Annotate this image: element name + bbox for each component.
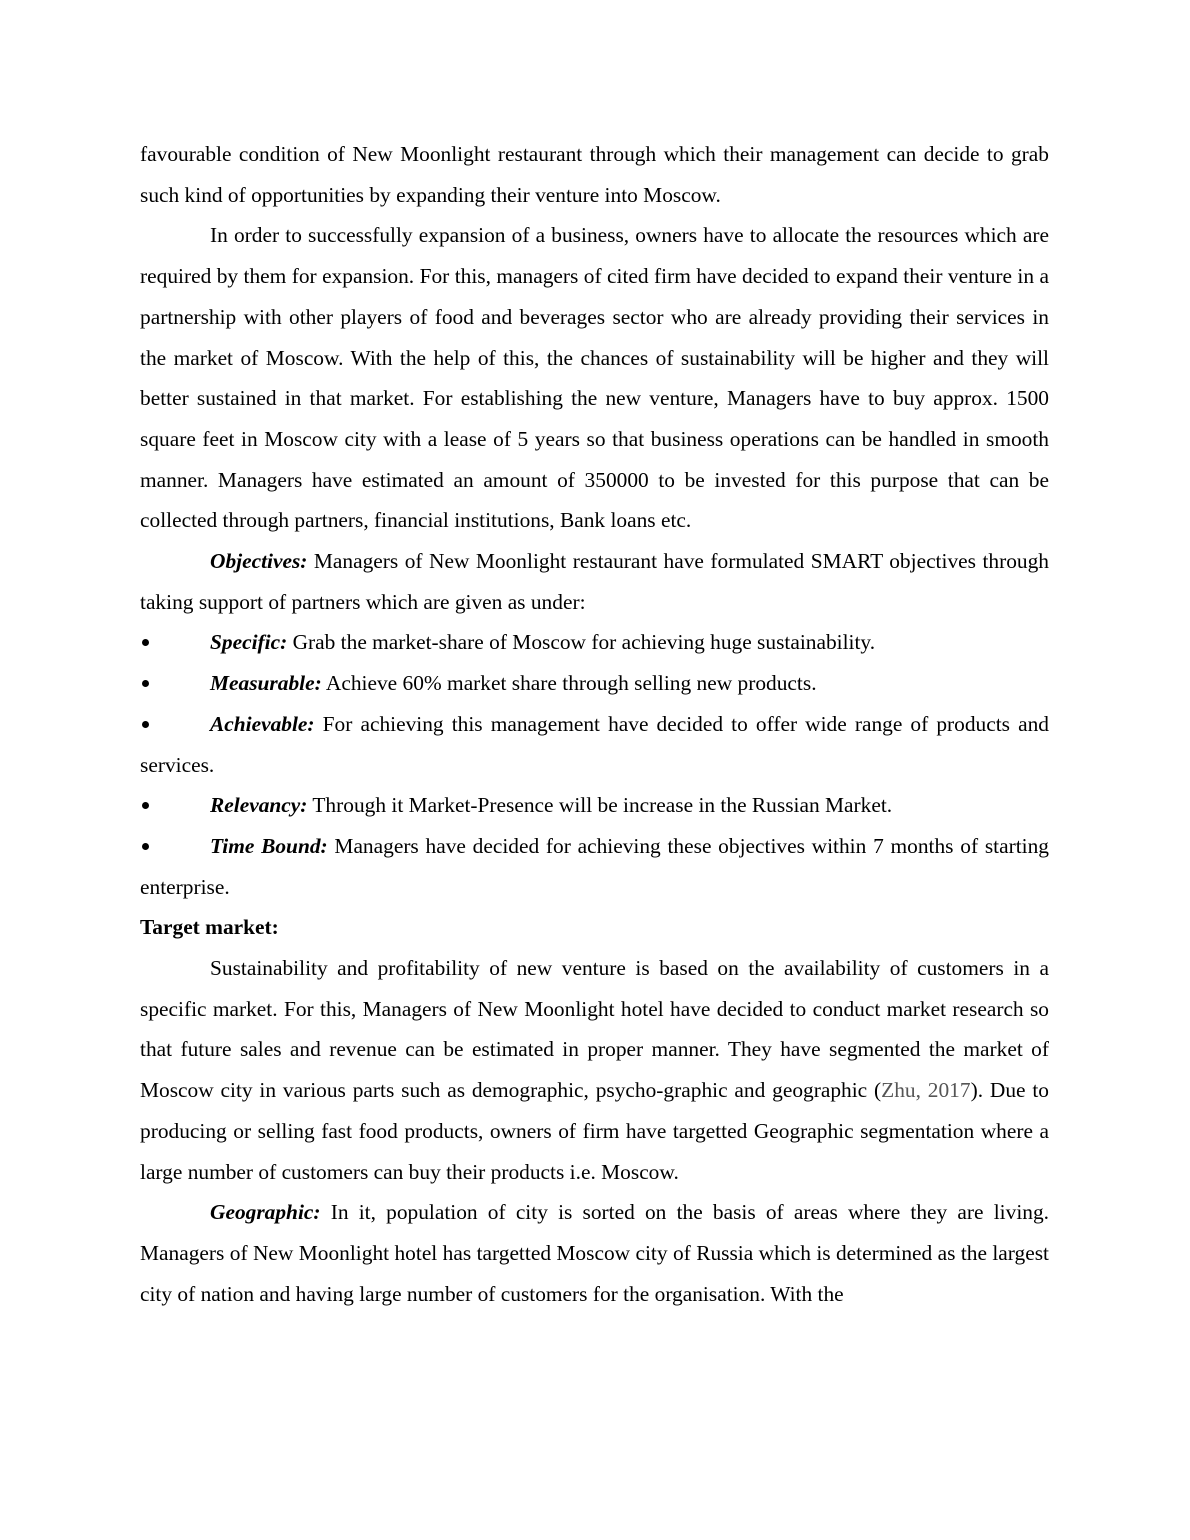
paragraph-intro: favourable condition of New Moonlight restaurant through which their management can decide to grab such kind of opportunities by expanding their venture into Moscow.	[140, 142, 1049, 207]
geographic-label: Geographic:	[210, 1200, 321, 1225]
paragraph-geographic	[140, 1192, 1049, 1314]
bullet-text: Managers have decided for achieving these objectives within 7 months of starting enterprise.	[140, 833, 1049, 899]
paragraph-expansion: In order to successfully expansion of a business, owners have to allocate the resources which are required by them for expansion. For this, managers of cited firm have decided to expand their venture in a partnership with other players of food and beverages sector who are already providing their services in the market of Moscow. With the help of this, the chances of sustainability will be higher and they will better sustained in that market. For establishing the new venture, Managers have to buy approx. 1500 square feet in Moscow city with a lease of 5 years so that business operations can be handled in smooth manner. Managers have estimated an amount of 350000 to be invested for this purpose that can be collected through partners, financial institutions, Bank loans etc.	[140, 223, 1049, 533]
bullet-icon	[140, 704, 154, 744]
bullet-icon	[140, 663, 154, 703]
bullet-icon	[140, 622, 154, 662]
bullet-item-achievable	[140, 704, 1049, 785]
bullet-label: Relevancy:	[210, 793, 308, 818]
bullet-item-specific	[140, 622, 1049, 663]
objectives-label: Objectives:	[210, 549, 308, 574]
paragraph-objectives	[140, 541, 1049, 622]
objectives-text: Managers of New Moonlight restaurant have formulated SMART objectives through taking support of partners which are given as under:	[140, 549, 1049, 614]
citation: Zhu, 2017	[881, 1078, 971, 1103]
bullet-label: Specific:	[210, 630, 288, 655]
paragraph-target-market	[140, 948, 1049, 1192]
document-page	[140, 134, 1049, 1314]
target-market-text-end: ). Due to producing or selling fast food products, owners of firm have targetted Geographic segmentation where a large number of customers can buy their products i.e. Moscow.	[140, 1078, 1050, 1184]
bullet-item-relevancy	[140, 785, 1049, 826]
bullet-icon	[140, 785, 154, 825]
section-heading-target-market: Target market:	[140, 915, 279, 940]
target-market-text-start: Sustainability and profitability of new venture is based on the availability of customers in a specific market. For this, Managers of New Moonlight hotel have decided to conduct market research so that future sales and revenue can be estimated in proper manner. They have segmented the market of Moscow city in various parts such as demographic, psycho-graphic and geographic (	[140, 956, 1049, 1103]
bullet-item-time-bound	[140, 826, 1049, 907]
geographic-text: In it, population of city is sorted on the basis of areas where they are living. Managers of New Moonlight hotel has targetted Moscow city of Russia which is determined as the largest city of nation and having large number of customers for the organisation. With the	[140, 1200, 1049, 1306]
bullet-label: Achievable:	[210, 711, 315, 736]
bullet-item-measurable	[140, 663, 1049, 704]
bullet-icon	[140, 826, 154, 866]
bullet-text: Through it Market-Presence will be increase in the Russian Market.	[307, 793, 893, 818]
bullet-label: Measurable:	[210, 671, 322, 696]
bullet-label: Time Bound:	[210, 833, 328, 858]
bullet-text: For achieving this management have decided to offer wide range of products and services.	[140, 711, 1049, 777]
bullet-text: Grab the market-share of Moscow for achieving huge sustainability.	[287, 630, 876, 655]
bullet-text: Achieve 60% market share through selling new products.	[321, 671, 817, 696]
